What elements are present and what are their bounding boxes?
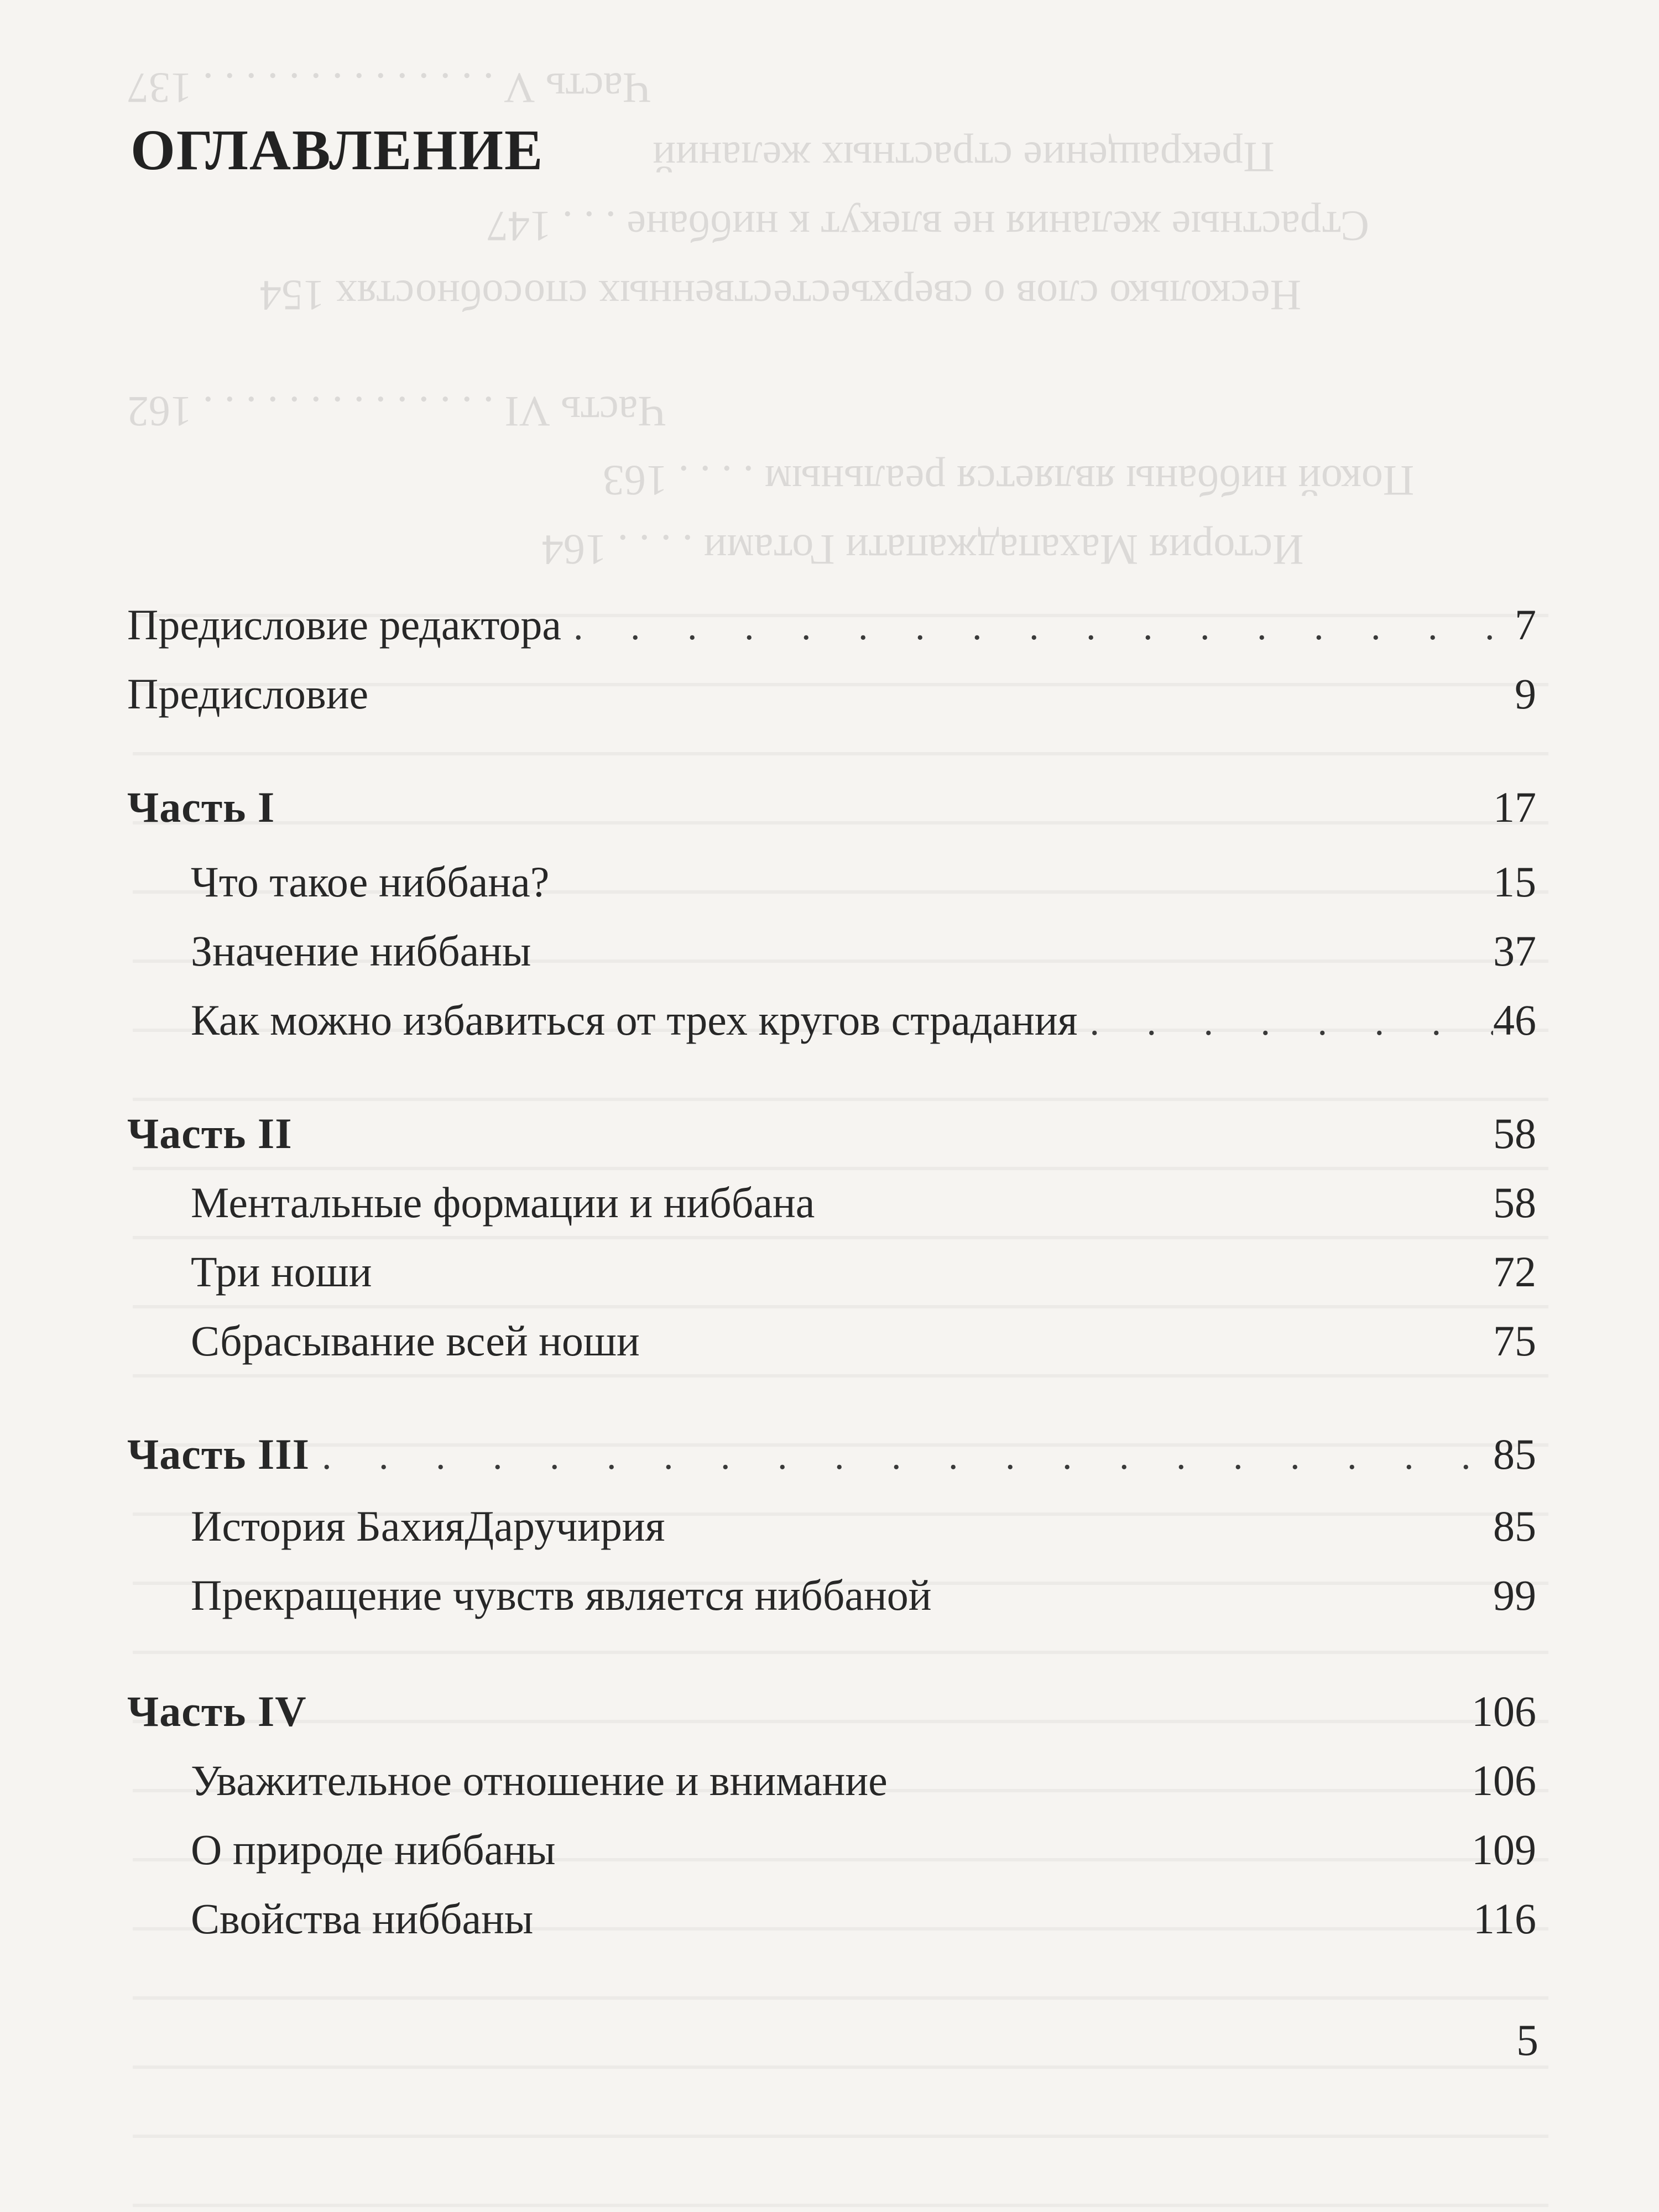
toc-entry-page: 85 — [1493, 1502, 1536, 1550]
toc-entry-title: Свойства ниббаны — [191, 1895, 534, 1943]
toc-chapter-row — [191, 1499, 1536, 1554]
bleed-through-text: Часть V . . . . . . . . . . . . . . 137 — [127, 64, 651, 112]
toc-entry-title: Ментальные формации и ниббана — [191, 1178, 815, 1227]
toc-part-row — [127, 1684, 1536, 1739]
toc-chapter-row — [191, 1822, 1536, 1877]
toc-entry-page: 106 — [1472, 1687, 1536, 1735]
toc-chapter-row — [191, 1175, 1536, 1230]
toc-entry-page: 106 — [1472, 1756, 1536, 1804]
toc-entry-page: 7 — [1515, 601, 1536, 649]
toc-chapter-row — [191, 1313, 1536, 1369]
toc-intro-row — [127, 597, 1536, 653]
toc-chapter-row — [191, 924, 1536, 979]
toc-entry-title: Три ноши — [191, 1248, 372, 1296]
bleed-through-text: Прекращение страстных желаний — [653, 133, 1275, 181]
toc-entry-title: Сбрасывание всей ноши — [191, 1317, 640, 1365]
toc-entry-title: Как можно избавиться от трех кругов страдания — [191, 996, 1078, 1044]
toc-entry-title: Прекращение чувств является ниббаной — [191, 1571, 932, 1619]
toc-entry-page: 58 — [1493, 1109, 1536, 1157]
toc-chapter-row — [191, 1568, 1536, 1623]
bleed-through-text: Часть VI . . . . . . . . . . . . . . 162 — [127, 388, 666, 436]
toc-entry-title: Часть III — [127, 1430, 310, 1478]
toc-entry-page: 46 — [1493, 996, 1536, 1044]
toc-entry-page: 99 — [1493, 1571, 1536, 1619]
bleed-through-text: Страстные желания не влекут к ниббане . . . 147 — [487, 202, 1369, 251]
toc-entry-page: 85 — [1493, 1430, 1536, 1478]
toc-entry-page: 37 — [1493, 927, 1536, 975]
bleed-through-text: Покой ниббаны является реальным . . . . 163 — [603, 457, 1415, 505]
bleed-through-text: Несколько слов о сверхъестественных способностях 154 — [260, 272, 1301, 320]
page-number: 5 — [1516, 2016, 1538, 2065]
toc-part-row — [127, 780, 1536, 835]
toc-dot-leader — [310, 1429, 1493, 1484]
toc-part-row — [127, 1427, 1536, 1482]
toc-heading: ОГЛАВЛЕНИЕ — [131, 118, 544, 182]
toc-chapter-row — [191, 1753, 1536, 1808]
toc-entry-page: 15 — [1493, 858, 1536, 906]
toc-chapter-row — [191, 993, 1536, 1048]
toc-entry-title: Что такое ниббана? — [191, 858, 550, 906]
toc-entry-title: О природе ниббаны — [191, 1825, 556, 1874]
toc-chapter-row — [191, 1891, 1536, 1947]
toc-entry-page: 9 — [1515, 670, 1536, 718]
bleed-through-text: История Махападжапати Готами . . . . 164 — [542, 526, 1304, 574]
toc-entry-title: История БахияДаручирия — [191, 1502, 665, 1550]
toc-entry-page: 75 — [1493, 1317, 1536, 1365]
toc-dot-leader — [1078, 995, 1493, 1050]
toc-entry-title: Часть I — [127, 783, 275, 831]
toc-entry-title: Предисловие — [127, 670, 369, 718]
toc-entry-title: Уважительное отношение и внимание — [191, 1756, 888, 1804]
toc-entry-page: 109 — [1472, 1825, 1536, 1874]
toc-chapter-row — [191, 854, 1536, 910]
toc-part-row — [127, 1106, 1536, 1161]
toc-entry-title: Часть II — [127, 1109, 293, 1157]
toc-dot-leader — [561, 599, 1515, 655]
toc-chapter-row — [191, 1244, 1536, 1300]
toc-entry-title: Часть IV — [127, 1687, 307, 1735]
toc-entry-page: 72 — [1493, 1248, 1536, 1296]
toc-entry-page: 58 — [1493, 1178, 1536, 1227]
toc-entry-title: Значение ниббаны — [191, 927, 531, 975]
toc-intro-row — [127, 666, 1536, 722]
toc-entry-title: Предисловие редактора — [127, 601, 562, 649]
toc-entry-page: 116 — [1473, 1895, 1536, 1943]
toc-entry-page: 17 — [1493, 783, 1536, 831]
